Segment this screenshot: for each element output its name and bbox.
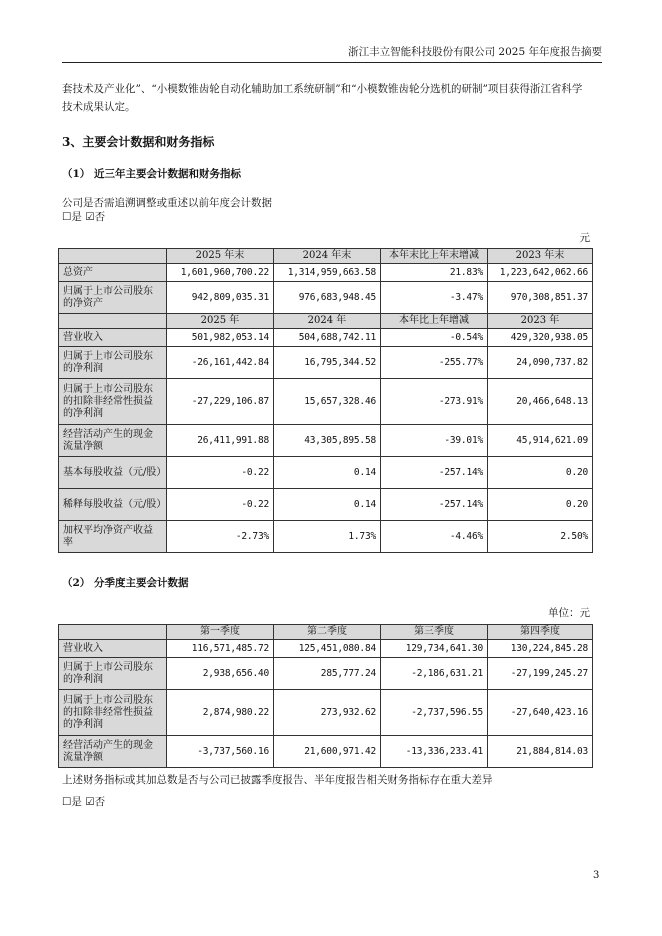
header-cell: 2024 年	[274, 314, 381, 329]
table-row	[59, 690, 593, 736]
table-1-header-year	[59, 314, 593, 329]
header-cell: 2023 年末	[488, 249, 593, 264]
table-row	[59, 329, 593, 347]
cell-value: 43,305,895.58	[274, 425, 381, 457]
header-cell	[59, 249, 167, 264]
cell-value: 20,466,648.13	[488, 379, 593, 425]
table-2-header	[59, 625, 593, 640]
page-number: 3	[593, 870, 600, 881]
cell-value: -255.77%	[381, 347, 488, 379]
row-label: 归属于上市公司股东的净利润	[59, 347, 167, 379]
row-label: 归属于上市公司股东的净利润	[59, 658, 167, 690]
table-row	[59, 489, 593, 521]
cell-value: 2.50%	[488, 521, 593, 553]
table-1-header-year-end	[59, 249, 593, 264]
cell-value: 1,314,959,663.58	[274, 264, 381, 282]
row-label: 归属于上市公司股东的扣除非经常性损益的净利润	[59, 379, 167, 425]
cell-value: -27,229,106.87	[167, 379, 274, 425]
cell-value: -2,186,631.21	[381, 658, 488, 690]
cell-value: -257.14%	[381, 489, 488, 521]
cell-value: -27,199,245.27	[488, 658, 593, 690]
header-cell: 第三季度	[381, 625, 488, 640]
subsection-1-title: （1） 近三年主要会计数据和财务指标	[62, 168, 241, 180]
header-cell: 本年比上年增减	[381, 314, 488, 329]
intro-line-2: 技术成果认定。	[62, 101, 136, 113]
header-cell: 2025 年	[167, 314, 274, 329]
row-label: 归属于上市公司股东的净资产	[59, 282, 167, 314]
cell-value: -0.22	[167, 457, 274, 489]
cell-value: 942,809,035.31	[167, 282, 274, 314]
table-row	[59, 264, 593, 282]
cell-value: -2,737,596.55	[381, 690, 488, 736]
cell-value: -257.14%	[381, 457, 488, 489]
cell-value: 501,982,053.14	[167, 329, 274, 347]
cell-value: 2,874,980.22	[167, 690, 274, 736]
cell-value: 45,914,621.09	[488, 425, 593, 457]
discrepancy-answer: ☐是 ☑否	[62, 796, 106, 808]
cell-value: -13,336,233.41	[381, 736, 488, 768]
cell-value: -273.91%	[381, 379, 488, 425]
cell-value: 1,601,960,700.22	[167, 264, 274, 282]
header-cell: 2024 年末	[274, 249, 381, 264]
cell-value: 129,734,641.30	[381, 640, 488, 658]
cell-value: -2.73%	[167, 521, 274, 553]
header-cell: 2023 年	[488, 314, 593, 329]
quarterly-data-table	[58, 624, 593, 768]
table-row	[59, 347, 593, 379]
cell-value: 0.20	[488, 457, 593, 489]
cell-value: 1.73%	[274, 521, 381, 553]
cell-value: 26,411,991.88	[167, 425, 274, 457]
header-cell: 第一季度	[167, 625, 274, 640]
row-label: 加权平均净资产收益率	[59, 521, 167, 553]
cell-value: -3.47%	[381, 282, 488, 314]
row-label: 总资产	[59, 264, 167, 282]
cell-value: -39.01%	[381, 425, 488, 457]
table-row	[59, 457, 593, 489]
row-label: 营业收入	[59, 329, 167, 347]
cell-value: -27,640,423.16	[488, 690, 593, 736]
row-label: 经营活动产生的现金流量净额	[59, 736, 167, 768]
table-row	[59, 658, 593, 690]
table-row	[59, 521, 593, 553]
cell-value: 130,224,845.28	[488, 640, 593, 658]
restatement-answer: ☐是 ☑否	[62, 211, 106, 223]
header-cell: 第四季度	[488, 625, 593, 640]
table-row	[59, 640, 593, 658]
three-year-data-table	[58, 248, 593, 553]
restatement-question: 公司是否需追溯调整或重述以前年度会计数据	[62, 197, 272, 209]
cell-value: -4.46%	[381, 521, 488, 553]
page-header: 浙江丰立智能科技股份有限公司 2025 年年度报告摘要	[62, 44, 602, 63]
intro-line-1: 套技术及产业化”、“小模数锥齿轮自动化辅助加工系统研制”和“小模数锥齿轮分选机的研制”项目获得浙江省科学	[62, 83, 583, 95]
cell-value: 16,795,344.52	[274, 347, 381, 379]
cell-value: 273,932.62	[274, 690, 381, 736]
cell-value: 21,884,814.03	[488, 736, 593, 768]
row-label: 营业收入	[59, 640, 167, 658]
table-row	[59, 425, 593, 457]
section-3-title: 3、主要会计数据和财务指标	[62, 135, 215, 149]
cell-value: 976,683,948.45	[274, 282, 381, 314]
cell-value: 116,571,485.72	[167, 640, 274, 658]
cell-value: 504,688,742.11	[274, 329, 381, 347]
cell-value: 2,938,656.40	[167, 658, 274, 690]
header-cell	[59, 314, 167, 329]
table-row	[59, 282, 593, 314]
row-label: 归属于上市公司股东的扣除非经常性损益的净利润	[59, 690, 167, 736]
cell-value: 15,657,328.46	[274, 379, 381, 425]
cell-value: 0.14	[274, 489, 381, 521]
cell-value: 285,777.24	[274, 658, 381, 690]
table-row	[59, 736, 593, 768]
cell-value: 125,451,080.84	[274, 640, 381, 658]
cell-value: 0.14	[274, 457, 381, 489]
subsection-2-title: （2） 分季度主要会计数据	[62, 577, 189, 589]
row-label: 经营活动产生的现金流量净额	[59, 425, 167, 457]
header-cell: 第二季度	[274, 625, 381, 640]
cell-value: -26,161,442.84	[167, 347, 274, 379]
intro-paragraph	[62, 80, 602, 116]
row-label: 稀释每股收益（元/股）	[59, 489, 167, 521]
cell-value: 24,090,737.82	[488, 347, 593, 379]
cell-value: -0.22	[167, 489, 274, 521]
cell-value: -0.54%	[381, 329, 488, 347]
cell-value: 429,320,938.05	[488, 329, 593, 347]
cell-value: 0.20	[488, 489, 593, 521]
cell-value: -3,737,560.16	[167, 736, 274, 768]
header-cell	[59, 625, 167, 640]
header-cell: 本年末比上年末增减	[381, 249, 488, 264]
cell-value: 1,223,642,062.66	[488, 264, 593, 282]
table-row	[59, 379, 593, 425]
table-1-unit: 元	[579, 232, 590, 244]
header-cell: 2025 年末	[167, 249, 274, 264]
row-label: 基本每股收益（元/股）	[59, 457, 167, 489]
table-2-unit: 单位：元	[548, 607, 590, 619]
discrepancy-question: 上述财务指标或其加总数是否与公司已披露季度报告、半年度报告相关财务指标存在重大差异	[62, 774, 493, 786]
cell-value: 21,600,971.42	[274, 736, 381, 768]
cell-value: 970,308,851.37	[488, 282, 593, 314]
cell-value: 21.83%	[381, 264, 488, 282]
